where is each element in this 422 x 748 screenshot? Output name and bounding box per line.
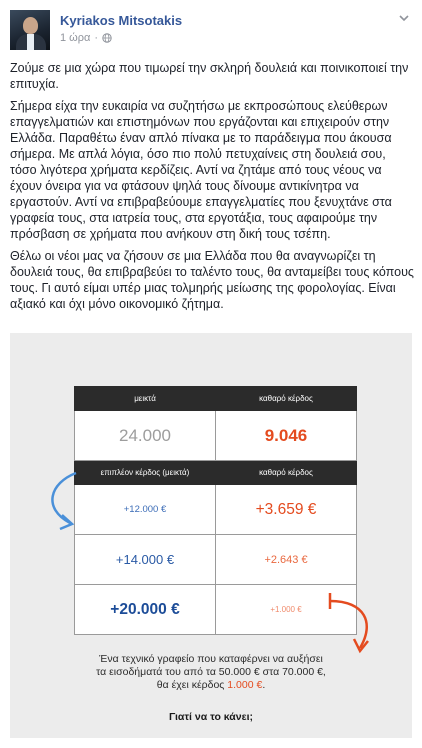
author-name[interactable]: Kyriakos Mitsotakis: [60, 13, 183, 28]
post-meta: [60, 32, 112, 44]
infographic-question: Γιατί να το κάνει;: [169, 711, 253, 723]
caption-text: .: [262, 679, 266, 691]
caption-line: τα εισοδήματά του από τα 50.000 € στα 70.000 €,: [96, 666, 326, 678]
table-cell: 24.000: [75, 411, 216, 461]
post-body: [10, 60, 414, 318]
table-row: [75, 411, 357, 461]
avatar[interactable]: [10, 10, 50, 50]
table-cell: +1.000 €: [216, 585, 357, 635]
red-arrowhead-icon: [354, 639, 368, 651]
table-row: [75, 485, 357, 535]
meta-separator: ·: [94, 32, 99, 44]
post-paragraph: Ζούμε σε μια χώρα που τιμωρεί την σκληρή δουλειά και ποινικοποιεί την επιτυχία.: [10, 61, 409, 91]
caption-line: Ένα τεχνικό γραφείο που καταφέρνει να αυξήσει: [99, 653, 323, 665]
blue-arrowhead-icon: [60, 515, 72, 529]
caption-text: θα έχει κέρδος: [156, 679, 228, 691]
table-header-row: [75, 461, 357, 485]
post-image[interactable]: [10, 333, 412, 738]
post-header: [10, 10, 412, 52]
globe-icon[interactable]: [102, 33, 112, 43]
table-cell: 9.046: [216, 411, 357, 461]
table-header-cell: μεικτά: [75, 387, 216, 411]
table-cell: +12.000 €: [75, 485, 216, 535]
table-header-cell: επιπλέον κέρδος (μεικτά): [75, 461, 216, 485]
table-header-row: [75, 387, 357, 411]
table-row: [75, 535, 357, 585]
infographic-caption: [30, 653, 392, 692]
table-cell: +14.000 €: [75, 535, 216, 585]
table-cell: +20.000 €: [75, 585, 216, 635]
table-header-cell: καθαρό κέρδος: [216, 387, 357, 411]
post-paragraph: Θέλω οι νέοι μας να ζήσουν σε μια Ελλάδα που θα αναγνωρίζει τη δουλειά τους, θα επιβραβεύει το ταλέντο τους, θα ανταμείβει τους κόπους τους. Γι αυτό είμαι υπέρ μιας τολμηρής μείωσης της φορολογίας. Είναι αξιακό και όχι μόνο οικονομικό ζήτημα.: [10, 249, 414, 311]
caption-highlight: 1.000 €: [227, 679, 263, 691]
caption-line: [30, 679, 392, 692]
table-row: [75, 585, 357, 635]
table-cell: +3.659 €: [216, 485, 357, 535]
tax-table: [74, 386, 357, 635]
table-header-cell: καθαρό κέρδος: [216, 461, 357, 485]
table-cell: +2.643 €: [216, 535, 357, 585]
blue-arrow-icon: [52, 473, 76, 523]
post-paragraph: Σήμερα είχα την ευκαιρία να συζητήσω με εκπροσώπους ελεύθερων επαγγελματιών και επιστημόνων που εργάζονται και επιχειρούν στην Ελλάδα. Παραθέτω έναν απλό πίνακα με το παράδειγμα που άκουσα σήμερα. Με απλά λόγια, όσο πιο πολύ πετυχαίνεις στη δουλειά σου, τόσο λιγότερα χρήματα κερδίζεις. Αντί να ζητάμε από τους νέους να έχουν όνειρα για να φτάσουν ψηλά τους δίνουμε αντικίνητρα να εργαστούν. Αντί να επιβραβεύουμε επαγγελματίες που ξενυχτάνε στα γραφεία τους, στα ιατρεία τους, στα εργοτάξια, τους αφαιρούμε την πρόσβαση σε χρήματα που ανήκουν στη δική τους τσέπη.: [10, 99, 392, 241]
post-timestamp[interactable]: 1 ώρα: [60, 32, 91, 44]
chevron-down-icon[interactable]: [398, 12, 410, 24]
